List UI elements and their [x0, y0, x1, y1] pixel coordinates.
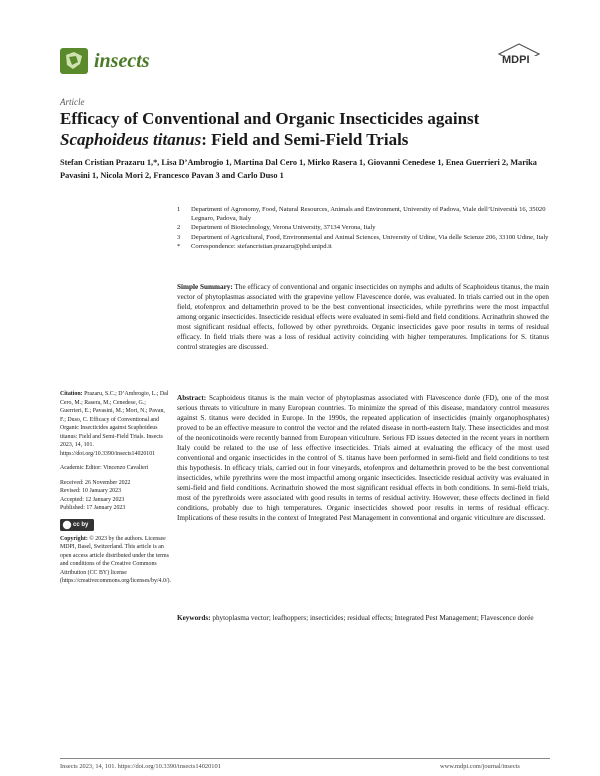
- citation-block: [60, 390, 170, 458]
- simple-summary: [177, 282, 549, 352]
- simple-summary-text: The efficacy of conventional and organic insecticides on nymphs and adults of Scaphoideus titanus, the main vector of phytoplasmas associated with the grapevine yellow Flavescence dorée, was evaluated. In trials carried out in the open field, etofenprox and deltamethrin proved to be the best conventional insecticides, while pyrethrins were the most impactful among organic insecticides. Insecticide residual effects were evaluated in semi-field and field conditions. Acrinathrin showed the most significant residual effects, followed by other pyrethroids. Organic insecticides gave poor results in terms of residual efficacy. In field trials there was a loss of residual activity coinciding with higher temperatures. Implications for S. titanus control strategies are discussed.: [177, 283, 549, 351]
- revised-date: Revised: 10 January 2023: [60, 488, 122, 494]
- copyright-text: © 2023 by the authors. Licensee MDPI, Basel, Switzerland. This article is an open access article distributed under the terms and conditions of the Creative Commons Attribution (CC BY) license (https://creativecommons.org/licenses/by/4.0/).: [60, 535, 171, 584]
- keywords-text: phytoplasma vector; leafhoppers; insecticides; residual effects; Integrated Pest Management; Flavescence dorée: [212, 614, 534, 622]
- affiliation-text: Department of Agronomy, Food, Natural Resources, Animals and Environment, University of Padova, Viale dell’Università 16, 35020 Legnaro, Padova, Italy: [191, 206, 546, 223]
- article-title: [60, 108, 530, 150]
- cc-by-license-icon[interactable]: [60, 519, 94, 531]
- citation-label: Citation:: [60, 391, 83, 397]
- footer-divider: [60, 758, 550, 759]
- title-part1: Efficacy of Conventional and Organic Insecticides against: [60, 109, 480, 128]
- author-list: Stefan Cristian Prazaru 1,*, Lisa D’Ambrogio 1, Martina Dal Cero 1, Mirko Rasera 1, Giovanni Cenedese 1, Enea Guerrieri 2, Marika Pavasini 1, Nicola Mori 2, Francesco Pavan 3 and Carlo Duso 1: [60, 158, 537, 180]
- affiliation-text: Department of Biotechnology, Verona University, 37134 Verona, Italy: [191, 224, 376, 232]
- affiliation-item: [177, 233, 552, 242]
- abstract-text: Scaphoideus titanus is the main vector of phytoplasmas associated with Flavescence dorée (FD), one of the most serious threats to viticulture in many European countries. To minimize the spread of this disease, mandatory control measures against S. titanus were decided in Europe. In the 1990s, the repeated application of insecticides (mainly organophosphates) proved to be an effective measure to control the vector and the related disease in north-eastern Italy. These insecticides and most of the neonicotinoids were recently banned from European viticulture. Serious FD issues detected in the recent years in northern Italy could be related to the use of less effective insecticides. Trials aimed at evaluating the efficacy of the most used conventional and organic insecticides in the control of S. titanus have been performed in semi-field and field conditions to test this hypothesis. In efficacy trials, carried out in four vineyards, etofenprox and deltamethrin proved to be the best conventional insecticides, while pyrethrins were the most impactful among organic insecticides. Insecticide residual activity was evaluated in semi-field and field conditions. Acrinathrin showed the most significant residual effects in both conditions. In semi-field trials, most of the pyrethroids were associated with good results in terms of residual activity. However, these effects declined in field conditions, probably due to high temperatures. Organic insecticides showed poor results in terms of residual efficacy. Implications of these results in the context of Integrated Pest Management in conventional and organic viticulture are discussed.: [177, 394, 549, 522]
- copyright-label: Copyright:: [60, 535, 88, 542]
- received-date: Received: 26 November 2022: [60, 479, 131, 486]
- correspondence-text[interactable]: Correspondence: stefancristian.prazaru@phd.unipd.it: [191, 242, 332, 250]
- keywords-label: Keywords:: [177, 614, 211, 622]
- copyright-block: [60, 535, 170, 586]
- correspondence: [177, 242, 552, 251]
- title-italic: Scaphoideus titanus: [60, 130, 202, 149]
- affiliation-text: Department of Agricultural, Food, Environmental and Animal Sciences, University of Udine, Via delle Scienze 206, 33100 Udine, Italy: [191, 233, 549, 241]
- journal-logo-icon: [60, 48, 88, 74]
- journal-name: insects: [94, 50, 150, 72]
- footer-citation[interactable]: Insects 2023, 14, 101. https://doi.org/10.3390/insects14020101: [60, 763, 221, 770]
- correspondence-marker: *: [177, 242, 181, 250]
- affiliation-item: [177, 223, 552, 232]
- affiliation-number: 3: [177, 233, 181, 241]
- affiliation-item: [177, 205, 552, 223]
- article-type: Article: [60, 97, 85, 107]
- mdpi-logo-icon: [497, 43, 541, 73]
- mdpi-logo-text: MDPI: [502, 54, 530, 66]
- academic-editor: Academic Editor: Vincenzo Cavalieri: [60, 465, 149, 471]
- simple-summary-label: Simple Summary:: [177, 283, 233, 291]
- abstract: [177, 393, 549, 523]
- sidebar: [60, 390, 170, 586]
- cc-badge-text: cc by: [73, 521, 89, 528]
- accepted-date: Accepted: 12 January 2023: [60, 496, 125, 503]
- affiliation-number: 2: [177, 224, 181, 232]
- affiliations: [177, 205, 552, 251]
- abstract-label: Abstract:: [177, 394, 207, 402]
- affiliation-number: 1: [177, 206, 181, 213]
- published-date: Published: 17 January 2023: [60, 505, 126, 511]
- title-part2: : Field and Semi-Field Trials: [201, 130, 409, 149]
- keywords: [177, 613, 549, 623]
- footer-journal-url[interactable]: www.mdpi.com/journal/insects: [440, 763, 520, 770]
- citation-text[interactable]: Prazaru, S.C.; D’Ambrogio, L.; Dal Cero, M.; Rasera, M.; Cenedese, G.; Guerrieri, E.; Pavasini, M.; Mori, N.; Pavan, F.; Duso, C. Efficacy of Conventional and Organic Insecticides against Scaphoideus titanus: Field and Semi-Field Trials. Insects 2023, 14, 101. https://doi.org/10.3390/insects14020101: [60, 391, 169, 457]
